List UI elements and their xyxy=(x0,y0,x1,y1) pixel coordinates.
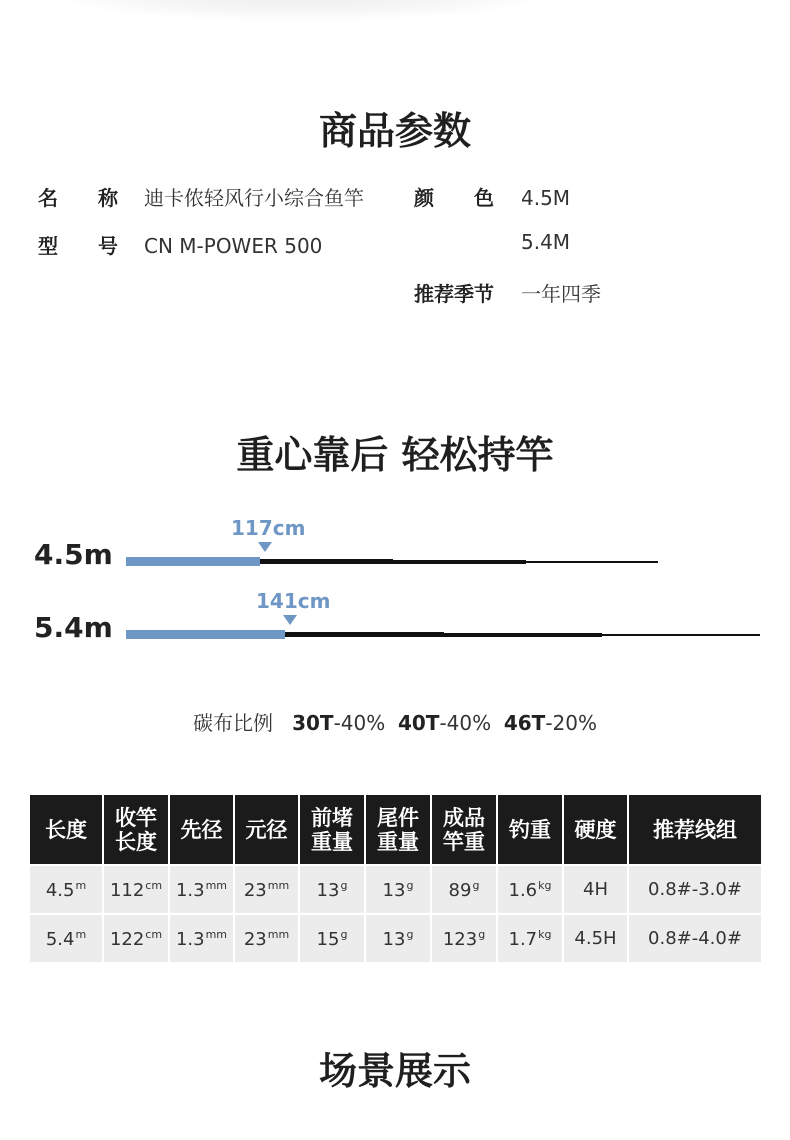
params-table xyxy=(30,795,761,962)
table-cell xyxy=(30,914,103,962)
table-cell-unit: cm xyxy=(145,927,163,941)
carbon-ratio-30t-pct: -40% xyxy=(333,711,386,735)
table-cell-unit: mm xyxy=(267,927,290,941)
table-cell xyxy=(365,865,431,914)
spec-season-value: 一年四季 xyxy=(521,282,601,306)
table-cell xyxy=(365,914,431,962)
cg-marker-arrow-5-4m xyxy=(283,615,297,625)
table-cell xyxy=(103,865,169,914)
table-cell xyxy=(497,865,563,914)
table-cell-value: 5.4 xyxy=(45,928,75,950)
spec-name xyxy=(38,182,364,211)
table-header-row xyxy=(30,795,761,865)
table-cell-value: 13 xyxy=(382,879,406,901)
table-header-text: 先径 xyxy=(180,817,223,842)
rod-label-5-4m: 5.4m xyxy=(34,611,113,644)
table-header-text: 竿重 xyxy=(443,829,485,854)
table-header-text: 尾件 xyxy=(377,805,419,830)
table-cell-value: 23 xyxy=(243,928,267,950)
table-header-text: 硬度 xyxy=(574,817,617,842)
section-title-params: 商品参数 xyxy=(318,109,471,153)
table-cell-value: 89 xyxy=(448,879,472,901)
table-cell xyxy=(103,914,169,962)
cg-label-4-5m: 117cm xyxy=(231,516,306,540)
spec-model xyxy=(38,230,322,259)
table-cell xyxy=(563,865,628,914)
table-row xyxy=(30,914,761,962)
table-header-text: 钓重 xyxy=(509,817,551,842)
spec-color xyxy=(414,182,570,211)
carbon-ratio-40t: 40T xyxy=(397,711,440,735)
table-cell xyxy=(563,914,628,962)
rod-5-4m-tip-section xyxy=(602,634,760,636)
table-cell xyxy=(628,914,761,962)
table-cell-unit: m xyxy=(75,878,87,892)
rod-5-4m-section-2 xyxy=(285,632,444,637)
table-cell-value: 23 xyxy=(243,879,267,901)
section-title-balance: 重心靠后 轻松持竿 xyxy=(236,433,554,477)
table-cell-unit: mm xyxy=(267,878,290,892)
table-cell xyxy=(299,865,365,914)
table-cell-value: 15 xyxy=(316,928,340,950)
table-cell-unit: mm xyxy=(205,878,228,892)
table-cell xyxy=(628,865,761,914)
table-cell-unit: kg xyxy=(538,878,552,892)
rod-label-4-5m: 4.5m xyxy=(34,538,113,571)
cg-label-5-4m: 141cm xyxy=(256,589,331,613)
table-header-text: 长度 xyxy=(115,829,157,854)
table-cell xyxy=(169,914,234,962)
table-header-text: 前堵 xyxy=(311,805,353,830)
spec-season-key: 推荐季节 xyxy=(414,282,494,306)
rod-5-4m-section-3 xyxy=(444,633,602,637)
table-header-text: 元径 xyxy=(245,817,288,842)
table-header-text: 重量 xyxy=(311,829,353,854)
table-cell-unit: m xyxy=(75,927,87,941)
table-header-cell xyxy=(431,795,497,865)
section-title-scenes: 场景展示 xyxy=(318,1049,471,1093)
carbon-ratio-46t: 46T xyxy=(503,711,546,735)
spec-color-value-2: 5.4M xyxy=(521,230,571,254)
spec-name-key: 名 称 xyxy=(38,186,118,210)
table-cell xyxy=(234,865,299,914)
table-cell xyxy=(497,914,563,962)
table-header-cell xyxy=(169,795,234,865)
table-header-text: 推荐线组 xyxy=(653,817,737,842)
spec-color-value-1: 4.5M xyxy=(521,186,571,210)
table-cell-value: 13 xyxy=(382,928,406,950)
carbon-ratio-46t-pct: -20% xyxy=(545,711,597,735)
table-cell-value: 4H xyxy=(583,879,608,900)
table-header-text: 收竿 xyxy=(115,805,157,830)
table-cell-value: 4.5 xyxy=(45,879,75,901)
table-cell-value: 122 xyxy=(109,928,145,950)
table-cell-unit: mm xyxy=(205,927,228,941)
table-cell-value: 0.8#-3.0# xyxy=(648,879,742,900)
spec-model-key: 型 号 xyxy=(38,234,118,258)
table-cell-value: 13 xyxy=(316,879,340,901)
rod-4-5m-section-2 xyxy=(260,559,393,564)
table-header-cell xyxy=(563,795,628,865)
table-header-cell xyxy=(30,795,103,865)
table-cell-unit: g xyxy=(406,927,414,941)
spec-color-2 xyxy=(521,230,570,254)
table-cell-unit: g xyxy=(340,878,348,892)
table-cell xyxy=(234,914,299,962)
spec-season xyxy=(414,278,601,307)
table-cell-value: 1.3 xyxy=(175,928,205,950)
table-row xyxy=(30,865,761,914)
table-cell-value: 4.5H xyxy=(574,928,617,949)
spec-color-key: 颜 色 xyxy=(414,186,494,210)
table-cell xyxy=(431,914,497,962)
table-cell xyxy=(30,865,103,914)
carbon-ratio-30t: 30T xyxy=(292,711,334,735)
table-cell-unit: g xyxy=(472,878,480,892)
carbon-ratio-label: 碳布比例 xyxy=(193,711,273,735)
rod-5-4m-handle-section xyxy=(126,630,285,639)
table-cell-value: 1.7 xyxy=(508,928,538,950)
table-header-cell xyxy=(365,795,431,865)
spec-model-value: CN M-POWER 500 xyxy=(144,234,323,258)
top-decoration xyxy=(60,0,540,20)
table-header-text: 重量 xyxy=(377,829,419,854)
table-cell-value: 123 xyxy=(442,928,478,950)
table-header-text: 成品 xyxy=(443,805,485,830)
table-header-text: 长度 xyxy=(45,817,87,842)
table-header-cell xyxy=(497,795,563,865)
spec-name-value: 迪卡侬轻风行小综合鱼竿 xyxy=(144,186,364,210)
table-cell-unit: cm xyxy=(145,878,163,892)
table-cell-unit: g xyxy=(406,878,414,892)
table-cell-unit: g xyxy=(340,927,348,941)
rod-4-5m-section-3 xyxy=(393,560,526,564)
table-header-cell xyxy=(628,795,761,865)
rod-4-5m-tip-section xyxy=(526,561,658,563)
table-cell-unit: kg xyxy=(538,927,552,941)
table-cell-unit: g xyxy=(478,927,486,941)
table-cell-value: 1.6 xyxy=(508,879,538,901)
carbon-ratio-40t-pct: -40% xyxy=(439,711,492,735)
table-cell xyxy=(299,914,365,962)
carbon-ratio xyxy=(0,707,790,736)
rod-4-5m-handle-section xyxy=(126,557,260,566)
table-header-cell xyxy=(234,795,299,865)
table-cell-value: 1.3 xyxy=(175,879,205,901)
cg-marker-arrow-4-5m xyxy=(258,542,272,552)
table-cell-value: 0.8#-4.0# xyxy=(648,928,742,949)
table-cell-value: 112 xyxy=(109,879,145,901)
table-cell xyxy=(431,865,497,914)
table-header-cell xyxy=(103,795,169,865)
table-header-cell xyxy=(299,795,365,865)
table-cell xyxy=(169,865,234,914)
